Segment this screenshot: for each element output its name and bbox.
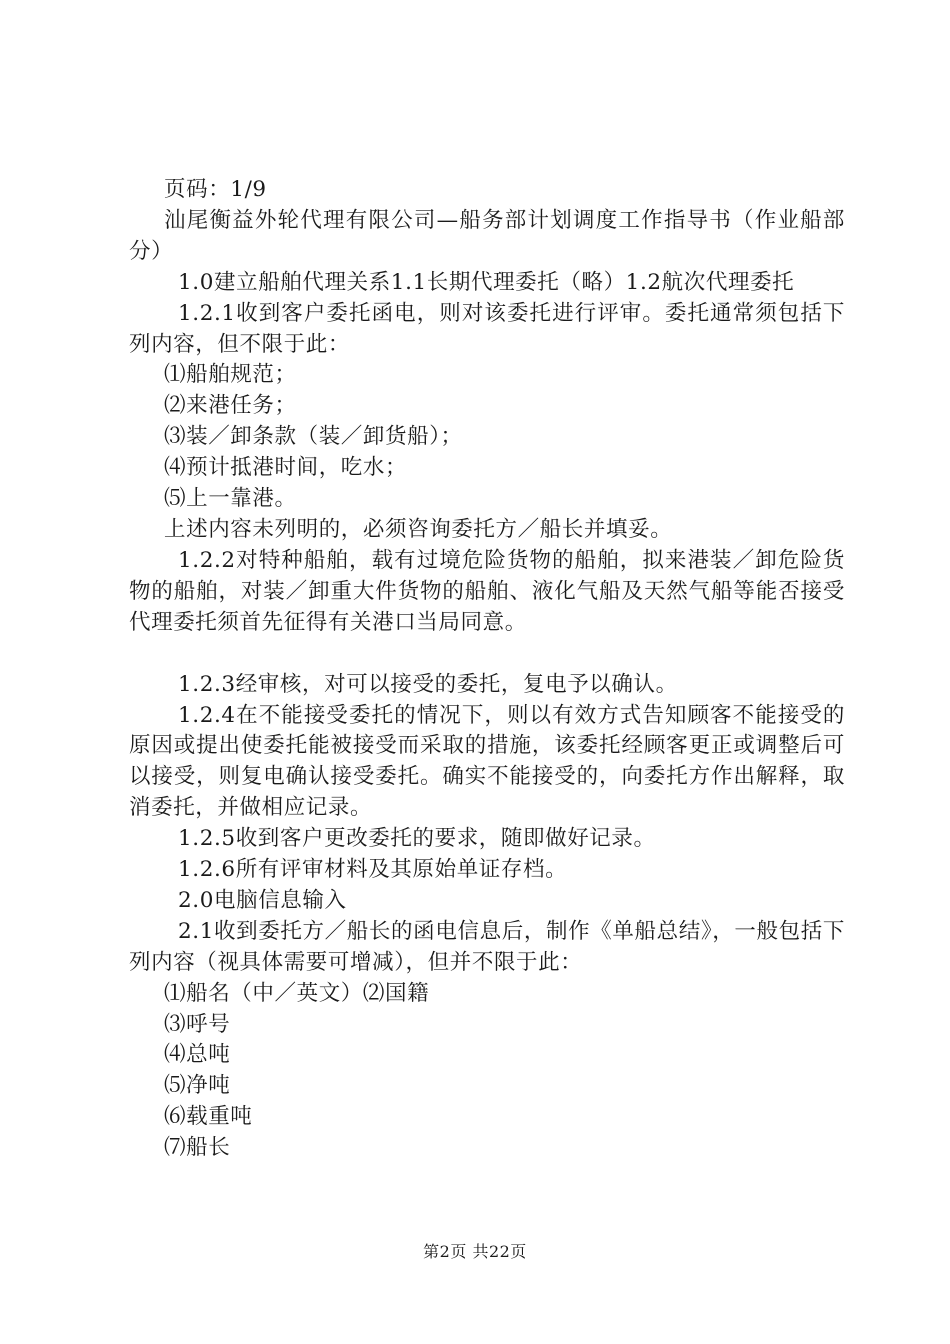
list-item: ⑷总吨 bbox=[164, 1042, 231, 1068]
list-item: ⑸上一靠港。 bbox=[164, 486, 297, 512]
list-item: ⑴船名（中／英文）⑵国籍 bbox=[164, 980, 430, 1006]
list-item: ⑷预计抵港时间，吃水； bbox=[164, 455, 408, 481]
section-1-2-1: 1.2.1收到客户委托函电，则对该委托进行评审。委托通常须包括下列内容，但不限于此： bbox=[129, 300, 845, 357]
paragraph-note: 上述内容未列明的，必须咨询委托方／船长并填妥。 bbox=[164, 516, 673, 542]
document-title: 汕尾衡益外轮代理有限公司—船务部计划调度工作指导书（作业船部分） bbox=[129, 207, 845, 264]
section-1-2-3: 1.2.3经审核，对可以接受的委托，复电予以确认。 bbox=[178, 671, 678, 697]
section-1-2-6: 1.2.6所有评审材料及其原始单证存档。 bbox=[178, 857, 568, 883]
list-item: ⑺船长 bbox=[164, 1135, 231, 1161]
list-item: ⑶装／卸条款（装／卸货船）； bbox=[164, 424, 463, 450]
section-1-0: 1.0建立船舶代理关系1.1长期代理委托（略）1.2航次代理委托 bbox=[178, 269, 795, 295]
list-item: ⑸净吨 bbox=[164, 1073, 231, 1099]
paragraph-gap bbox=[129, 639, 845, 670]
list-item: ⑵来港任务； bbox=[164, 393, 297, 419]
list-item: ⑶呼号 bbox=[164, 1011, 231, 1037]
page-code: 页码：1/9 bbox=[164, 177, 267, 202]
list-item: ⑹载重吨 bbox=[164, 1104, 253, 1130]
section-2-1: 2.1收到委托方／船长的函电信息后，制作《单船总结》，一般包括下列内容（视具体需要可增减），但并不限于此： bbox=[129, 918, 845, 975]
section-1-2-2: 1.2.2对特种船舶，载有过境危险货物的船舶，拟来港装／卸危险货物的船舶，对装／卸重大件货物的船舶、液化气船及天然气船等能否接受代理委托须首先征得有关港口当局同意。 bbox=[129, 547, 845, 635]
page-footer: 第2页 共22页 bbox=[423, 1242, 527, 1261]
list-item: ⑴船舶规范； bbox=[164, 362, 297, 388]
document-body bbox=[129, 175, 845, 1164]
section-2-0: 2.0电脑信息输入 bbox=[178, 887, 347, 913]
section-1-2-4: 1.2.4在不能接受委托的情况下，则以有效方式告知顾客不能接受的原因或提出使委托能被接受而采取的措施，该委托经顾客更正或调整后可以接受，则复电确认接受委托。确实不能接受的，向委托方作出解释，取消委托，并做相应记录。 bbox=[129, 702, 845, 821]
section-1-2-5: 1.2.5收到客户更改委托的要求，随即做好记录。 bbox=[178, 826, 656, 852]
